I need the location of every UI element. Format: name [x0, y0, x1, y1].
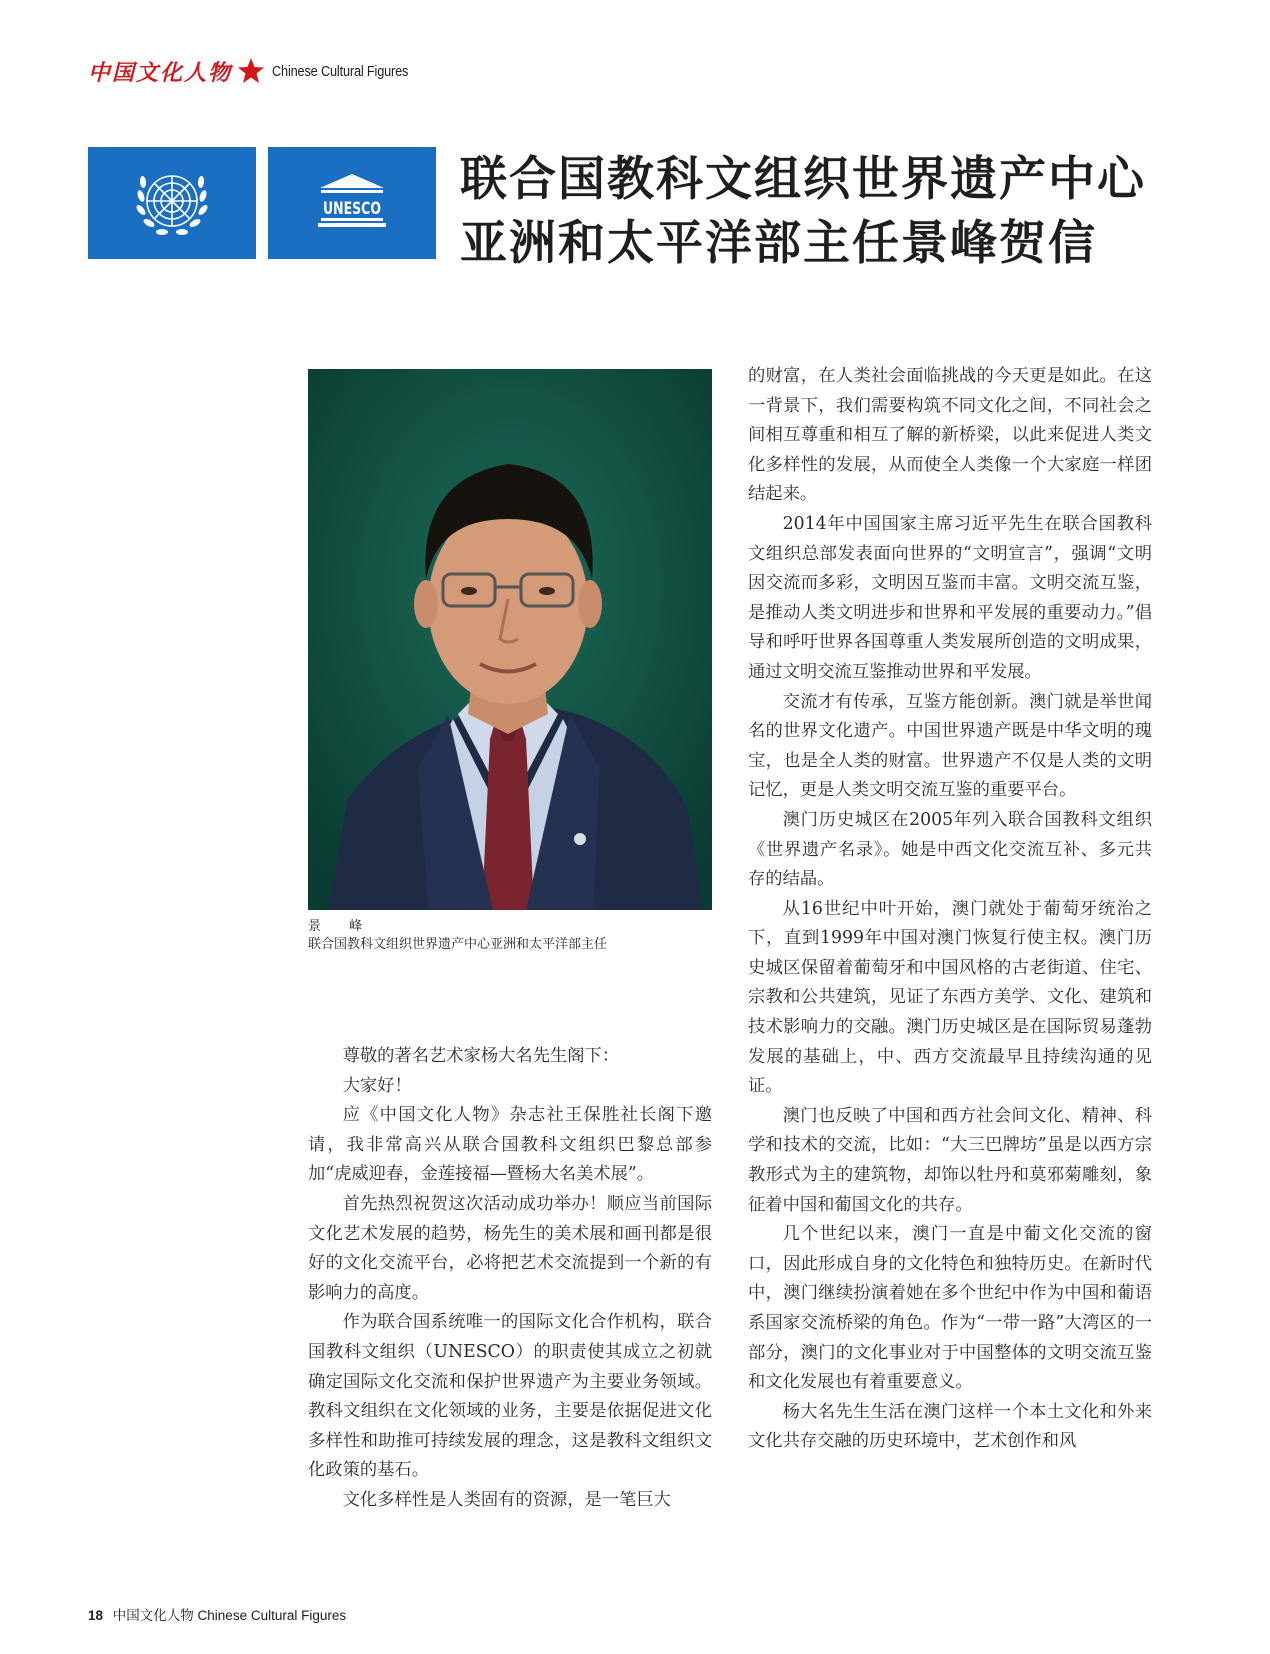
- letter-paragraph: 大家好！: [342, 1075, 412, 1096]
- caption-name: 景 峰: [308, 919, 375, 934]
- letter-paragraph: 从16世纪中叶开始，澳门就处于葡萄牙统治之下，直到1999年中国对澳门恢复行使主权。澳门历史城区保留着葡萄牙和中国风格的古老街道、住宅、宗教和公共建筑，见证了东西方美学、文化、建筑和技术影响力的交融。澳门历史城区是在国际贸易蓬勃发展的基础上，中、西方交流最早且持续沟通的见证。: [748, 898, 1152, 1097]
- magazine-title-en: Chinese Cultural Figures: [272, 62, 409, 80]
- page-number: 18: [88, 1608, 104, 1623]
- article-title: [460, 148, 1180, 276]
- portrait-illustration: [308, 369, 712, 910]
- letter-paragraph: 杨大名先生生活在澳门这样一个本土文化和外来文化共存交融的历史环境中，艺术创作和风: [748, 1401, 1152, 1452]
- portrait-photo: [308, 369, 712, 910]
- letter-column-right: [748, 362, 1152, 1457]
- title-line-2: 亚洲和太平洋部主任景峰贺信: [460, 216, 1097, 271]
- page-footer: [88, 1604, 346, 1624]
- caption-role: 联合国教科文组织世界遗产中心亚洲和太平洋部主任: [308, 937, 608, 952]
- un-flag: [88, 147, 256, 259]
- un-emblem-icon: [129, 160, 215, 246]
- letter-paragraph: 首先热烈祝贺这次活动成功举办！顺应当前国际文化艺术发展的趋势，杨先生的美术展和画刊都是很好的文化交流平台，必将把艺术交流提到一个新的有影响力的高度。: [308, 1193, 712, 1303]
- letter-paragraph: 的财富，在人类社会面临挑战的今天更是如此。在这一背景下，我们需要构筑不同文化之间，不同社会之间相互尊重和相互了解的新桥梁，以此来促进人类文化多样性的发展，从而使全人类像一个大家庭一样团结起来。: [748, 366, 1152, 505]
- masthead: [88, 56, 432, 86]
- footer-text: 中国文化人物 Chinese Cultural Figures: [112, 1608, 347, 1623]
- unesco-flag: [268, 147, 436, 259]
- letter-paragraph: 作为联合国系统唯一的国际文化合作机构，联合国教科文组织（UNESCO）的职责使其成立之初就确定国际文化交流和保护世界遗产为主要业务领域。教科文组织在文化领域的业务，主要是依据促进文化多样性和助推可持续发展的理念，这是教科文组织文化政策的基石。: [308, 1312, 712, 1481]
- letter-paragraph: 澳门也反映了中国和西方社会间文化、精神、科学和技术的交流，比如：“大三巴牌坊”虽是以西方宗教形式为主的建筑物，却饰以牡丹和莫邪菊雕刻，象征着中国和葡国文化的共存。: [748, 1105, 1152, 1215]
- red-star-icon: [236, 56, 266, 86]
- letter-paragraph: 交流才有传承，互鉴方能创新。澳门就是举世闻名的世界文化遗产。中国世界遗产既是中华文明的瑰宝，也是全人类的财富。世界遗产不仅是人类的文明记忆，更是人类文明交流互鉴的重要平台。: [748, 691, 1152, 801]
- photo-caption: [308, 918, 607, 954]
- letter-paragraph: 2014年中国国家主席习近平先生在联合国教科文组织总部发表面向世界的“文明宣言”，强调“文明因交流而多彩，文明因互鉴而丰富。文明交流互鉴，是推动人类文明进步和世界和平发展的重要动力。”倡导和呼吁世界各国尊重人类发展所创造的文明成果，通过文明交流互鉴推动世界和平发展。: [748, 513, 1152, 682]
- unesco-logo-text: UNESCO: [323, 199, 381, 219]
- magazine-title-cn: 中国文化人物: [88, 60, 233, 86]
- letter-paragraph: 几个世纪以来，澳门一直是中葡文化交流的窗口，因此形成自身的文化特色和独特历史。在新时代中，澳门继续扮演着她在多个世纪中作为中国和葡语系国家交流桥梁的角色。作为“一带一路”大湾区的一部分，澳门的文化事业对于中国整体的文明交流互鉴和文化发展也有着重要意义。: [748, 1224, 1152, 1393]
- letter-column-left: [308, 1042, 712, 1516]
- letter-paragraph: 应《中国文化人物》杂志社王保胜社长阁下邀请，我非常高兴从联合国教科文组织巴黎总部参加“虎威迎春，金莲接福—暨杨大名美术展”。: [308, 1105, 712, 1185]
- letter-paragraph: 尊敬的著名艺术家杨大名先生阁下：: [342, 1046, 620, 1066]
- letter-paragraph: 文化多样性是人类固有的资源，是一笔巨大: [342, 1489, 671, 1510]
- unesco-logo-icon: [312, 168, 392, 238]
- title-line-1: 联合国教科文组织世界遗产中心: [460, 152, 1146, 207]
- letter-paragraph: 澳门历史城区在2005年列入联合国教科文组织《世界遗产名录》。她是中西文化交流互补、多元共存的结晶。: [748, 809, 1152, 890]
